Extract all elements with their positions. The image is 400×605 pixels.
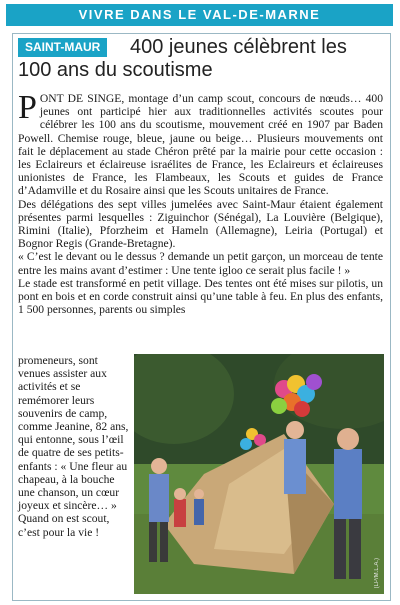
narrow-column-text: promeneurs, sont venues assister aux activités et se remémorer leurs souvenirs de camp, comme Jeanine, 82 ans, qui entonne, sous l’œil de quatre de ses petits-enfants : « Une fleur au chapeau, à la bouche une chanson, un cœur joyeux et sincère… » Quand on est scout, c’est pour la vie ! [18, 354, 129, 539]
paragraph-1-text: ONT DE SINGE, montage d’un camp scout, concours de nœuds… 400 jeunes ont participé hier aux traditionnelles activités scoutes pour célébrer les 100 ans du scoutisme, mouvement créé en 1907 par Baden Powell. Chemise rouge, bleue, jaune ou beige… Plusieurs mouvements ont fait le déplacement au stade Chéron prêté par la mairie pour cette occasion : les Eclaireurs et éclaireuse israélites de France, les Eclaireurs et éclaireuses unionistes de France, les Flambeaux, les Scouts et guides de France d’Adamville et du Rosaire ainsi que les Scouts unitaires de France. [18, 92, 383, 198]
paragraph-3: « C’est le devant ou le dessus ? demande un petit garçon, un morceau de tente entre les mains avant d’estimer : Une tente igloo ce serait plus facile ! » [18, 250, 383, 277]
location-tag: SAINT-MAUR [18, 38, 107, 57]
scout-photo [134, 354, 384, 594]
paragraph-4: Le stade est transformé en petit village. Des tentes ont été mises sur pilotis, un pont en bois et en corde construit ainsi qu’une table à feu. En plus des enfants, 1 500 personnes, parents ou simples [18, 276, 383, 317]
article-headline: 400 jeunes célèbrent les 100 ans du scoutisme [18, 36, 347, 81]
section-banner: VIVRE DANS LE VAL-DE-MARNE [6, 4, 393, 26]
photo-credit: (LP/M.L.A.) [374, 557, 380, 588]
scout-photo-illustration [134, 354, 384, 594]
paragraph-2: Des délégations des sept villes jumelées avec Saint-Maur étaient également présentes parmi lesquelles : Ziguinchor (Sénégal), La Louvière (Belgique), Rimini (Italie), Pforzheim et Hameln (Allemagne), Leiria (Portugal) et Bognor Regis (Grande-Bretagne). [18, 197, 383, 251]
article-body [18, 89, 383, 317]
drop-cap: P [18, 89, 37, 126]
paragraph-1 [18, 89, 383, 198]
